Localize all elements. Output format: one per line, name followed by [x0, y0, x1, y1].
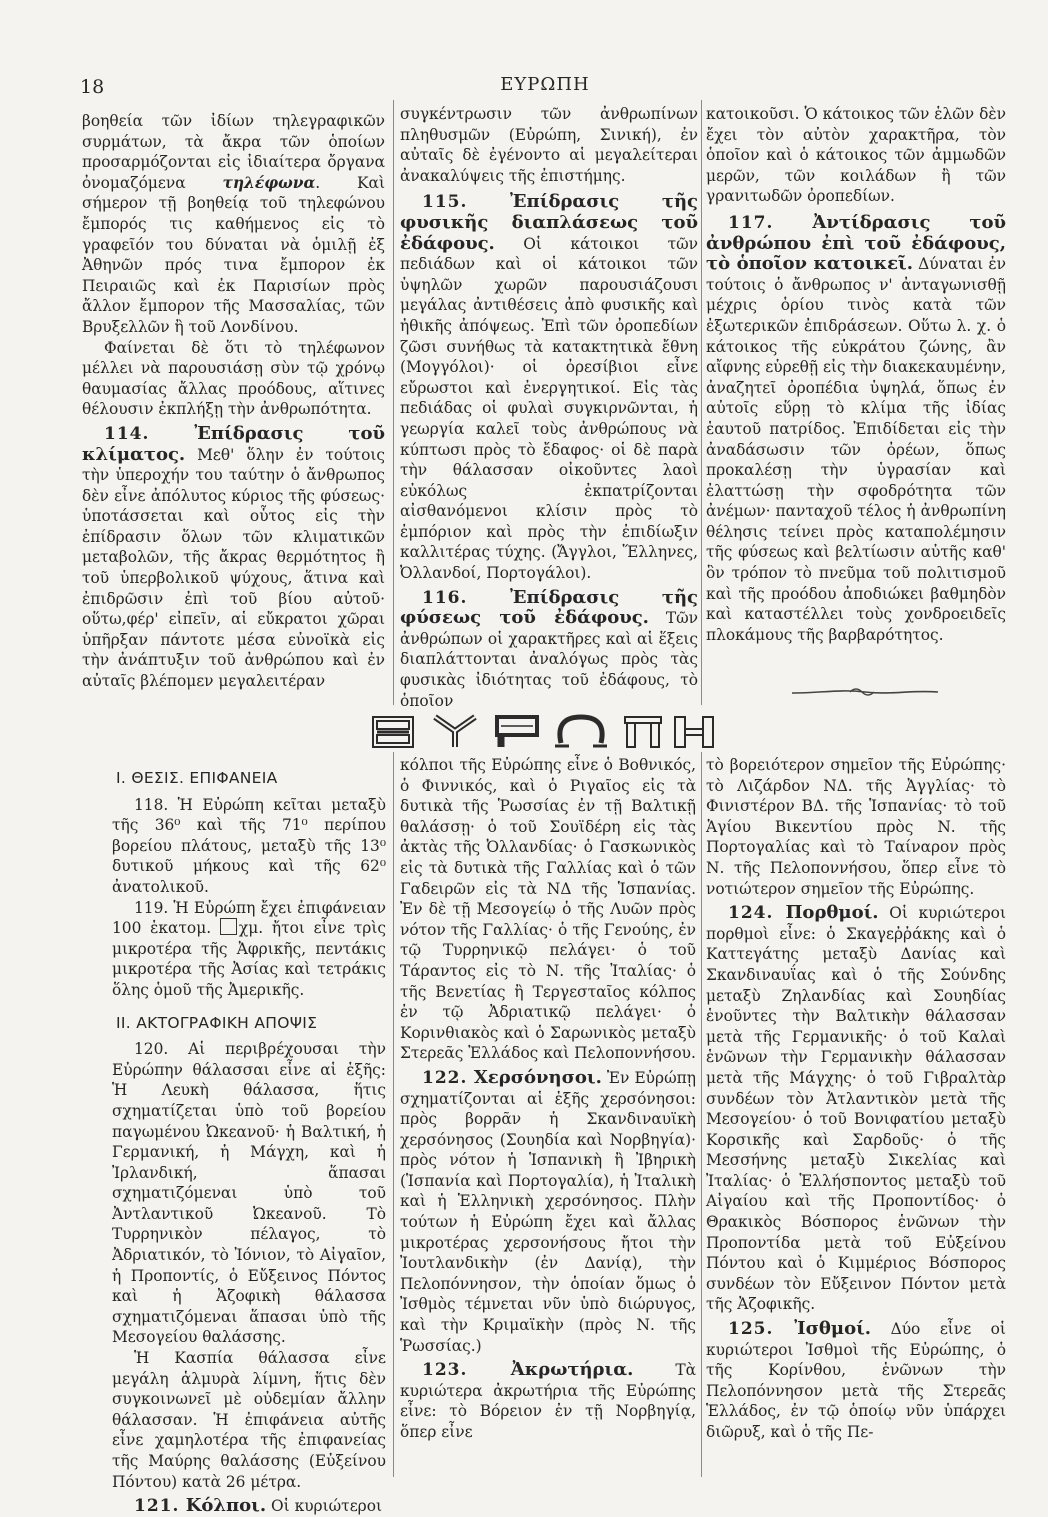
text: 119. Ἡ Εὐρώπη ἔχει ἐπιφάνειαν 100 ἑκατομ.: [112, 898, 386, 938]
paragraph: Φαίνεται δὲ ὅτι τὸ τηλέφωνον μέλλει νὰ παρουσιάσῃ σὺν τῷ χρόνῳ θαυμασίας ἄλλας προόδους, αἵτινες θέλουσιν ἐκπλήξῃ τὴν ἀνθρωπότητα.: [82, 338, 385, 419]
text: . Καὶ σήμερον τῇ βοηθείᾳ τοῦ τηλεφώνου ἔμπορός τις καθήμενος εἰς τὸ γραφεῖόν του δύναται νὰ ὁμιλῇ ἐξ Ἀθηνῶν πρός τινα ἔμπορον ἐκ Πειραιῶς καὶ ἐκ Παρισίων πρὸς ἄλλον ἔμπορον τῆς Μασσαλίας, τῶν Βρυξελλῶν ἢ τοῦ Λονδίνου.: [82, 173, 385, 336]
section-title: Ἐπίδρασις τοῦ κλίματος.: [82, 422, 385, 465]
square-icon: [220, 918, 237, 935]
text: χμ. ἤτοι εἶνε τρὶς μικροτέρα τῆς Ἀφρικῆς, πεντάκις μικροτέρα τῆς Ἀσίας καὶ τετράκις ὅλης ὁμοῦ τῆς Ἀμερικῆς.: [112, 919, 386, 999]
column-1: [82, 111, 385, 704]
section-heading: [134, 1495, 266, 1516]
section-title: Ἐπίδρασις τῆς φύσεως τοῦ ἐδάφους.: [400, 586, 698, 629]
section-text: Δύναται ἐν τούτοις ὁ ἄνθρωπος ν' ἀνταγωνισθῇ μέχρις ὁρίου τινὸς κατὰ τῶν ἐξωτερικῶν ἐπιδράσεων. Οὕτω λ. χ. ὁ κάτοικος τῆς εὐκράτου ζώνης, ἂν αἴφνης εὑρεθῇ εἰς τὴν διακεκαυμένην, ἀναζητεῖ ὀροπέδια ὑψηλά, ὅπως ἐν αὐτοῖς εὕρῃ τὸ κλίμα τῆς ἰδίας ἑαυτοῦ πατρίδος. Ἐπιδίδεται εἰς τὴν ἀναδάσωσιν τῶν ὀρέων, ὅπως προκαλέσῃ τὴν ὑγρασίαν καὶ ἐλαττώσῃ τὴν σφοδρότητα τῶν ἀνέμων· πανταχοῦ τέλος ἡ ἀνθρωπίνη θέλησις τείνει πρὸς καταπολέμησιν τῆς φύσεως καὶ βελτίωσιν αὐτῆς καθ' ὃν τρόπον τὸ πνεῦμα τοῦ πολιτισμοῦ καὶ τῆς προόδου ἀποδιώκει βαθμηδὸν καὶ καταστέλλει τοὺς χονδροειδεῖς πλοκάμους τῆς βαρβαρότητος.: [706, 255, 1006, 644]
section-title: Χερσόνησοι.: [473, 1066, 602, 1088]
column-divider: [393, 100, 394, 705]
section-title: Ἀκρωτήρια.: [510, 1359, 634, 1381]
section-number: 121.: [134, 1496, 180, 1517]
paragraph-caspian: Ἡ Κασπία θάλασσα εἶνε μεγάλη ἁλμυρὰ λίμνη, ἥτις δὲν συγκοινωνεῖ μὲ οὐδεμίαν ἄλλην θάλασσαν. Ἡ ἐπιφάνεια αὐτῆς εἶνε χαμηλοτέρα τῆς ἐπιφανείας τῆς Μαύρης θαλάσσης (Εὐξείνου Πόντου) κατὰ 26 μέτρα.: [112, 1349, 386, 1491]
section-heading: [400, 587, 698, 629]
paragraph: συγκέντρωσιν τῶν ἀνθρωπίνων πληθυσμῶν (Εὐρώπη, Σινική), ἐν αὐταῖς δὲ ἐγένοντο αἱ μεγαλείτεραι ἀνακαλύψεις τῆς ἐπιστήμης.: [400, 105, 698, 185]
section-text: Οἱ κάτοικοι τῶν πεδιάδων καὶ οἱ κάτοικοι τῶν ὑψηλῶν χωρῶν παρουσιάζουσι μεγάλας ἀντιθέσεις ἀπὸ φυσικῆς καὶ ἠθικῆς ἀπόψεως. Ἐπὶ τῶν ὀροπεδίων ζῶσι συνήθως τὰ κατακτητικὰ ἔθνη (Μογγόλοι)· οἱ ὀρεσίβιοι εἶνε εὔρωστοι καὶ ἐνεργητικοί. Εἰς τὰς πεδιάδας οἱ φυλαὶ συγκιρνῶνται, ἡ γεωργία καλεῖ τοὺς ἀνθρώπους νὰ κύπτωσι πρὸς τὸ ἔδαφος· οἱ δὲ παρὰ τὴν θάλασσαν οἰκοῦντες λαοὶ εὐκόλως ἐκπατρίζονται αἰσθανόμενοι κλίσιν πρὸς τὸ ἐμπόριον καὶ πρὸς τὴν ἐπιδίωξιν καλλιτέρας τύχης. (Ἄγγλοι, Ἕλληνες, Ὀλλανδοί, Πορτογάλοι).: [400, 234, 698, 583]
page-number: 18: [80, 76, 105, 98]
section-text: Τῶν ἀνθρώπων οἱ χαρακτῆρες καὶ αἱ ἕξεις διαπλάττονται ἀναλόγως πρὸς τὰς φυσικὰς ἰδιότητας τοῦ ἐδάφους, τὸ ὁποῖον: [400, 609, 698, 710]
section-121: [112, 1496, 386, 1517]
section-title: Ἐπίδρασις τῆς φυσικῆς διαπλάσεως τοῦ ἐδάφους.: [400, 191, 698, 254]
section-number: 115.: [422, 192, 468, 213]
column-divider: [701, 100, 702, 705]
running-title: ΕΥΡΩΠΗ: [500, 74, 590, 95]
section-text: Οἱ κυριώτεροι πορθμοὶ εἶνε: ὁ Σκαγεῤῥάκης καὶ ὁ Καττεγάτης μεταξὺ Δανίας καὶ Σκανδιναυΐας καὶ ὁ τῆς Σούνδης μεταξὺ Ζηλανδίας καὶ Σουηδίας ἑνοῦντες τὴν Βαλτικὴν θάλασσαν μετὰ τῆς Γερμανικῆς· ὁ τοῦ Καλαὶ ἑνῶνων τὴν Γερμανικὴν θάλασσαν μετὰ τῆς Μάγχης· ὁ τοῦ Γιβραλτὰρ συνδέων τὸν Ἀτλαντικὸν μετὰ τῆς Μεσογείου· ὁ τοῦ Βονιφατίου μεταξὺ Κορσικῆς καὶ Σαρδοῦς· ὁ τῆς Μεσσήνης μεταξὺ Σικελίας καὶ Ἰταλίας· ὁ Ἑλλήσποντος μεταξὺ τοῦ Αἰγαίου καὶ τῆς Προποντίδος· ὁ Θρακικὸς Βόσπορος ἑνῶνων τὴν Προποντίδα μετὰ τοῦ Εὐξείνου Πόντου καὶ ὁ Κιμμέριος Βόσπορος συνδέων τὸν Εὔξεινον Πόντον μετὰ τῆς Ἀζοφικῆς.: [706, 904, 1006, 1314]
section-116: [400, 588, 698, 712]
section-number: 125.: [728, 1319, 774, 1340]
section-124: [706, 903, 1006, 1315]
column-divider: [701, 752, 702, 1477]
column-6: [706, 755, 1006, 1475]
section-title: Ἀντίδρασις τοῦ ἀνθρώπου ἐπὶ τοῦ ἐδάφους, τὸ ὁποῖον κατοικεῖ.: [706, 211, 1006, 275]
section-text: Ἐν Εὐρώπῃ σχηματίζονται αἱ ἑξῆς χερσόνησοι: πρὸς βορρᾶν ἡ Σκανδιναυϊκὴ χερσόνησος (Σουηδία καὶ Νορβηγία)· πρὸς νότον ἡ Ἱσπανικὴ ἢ Ἰβηρικὴ (Ἱσπανία καὶ Πορτογαλία), ἡ Ἰταλικὴ καὶ ἡ Ἑλληνικὴ χερσόνησος. Πλὴν τούτων ἡ Εὐρώπη ἔχει καὶ ἄλλας μικροτέρας χερσονήσους ἤτοι τὴν Ἰουτλανδικὴν (ἐν Δανίᾳ), τὴν Πελοπόννησον, τὴν ὁποίαν ὅμως ὁ Ἰσθμὸς τέμνεται νῦν ὑπὸ διώρυγος, καὶ τὴν Κριμαϊκὴν (πρὸς Ν. τῆς Ῥωσσίας.): [400, 1068, 696, 1355]
section-heading: [728, 1318, 871, 1339]
emphasis-term: τηλέφωνα: [222, 173, 316, 192]
section-heading: [728, 902, 879, 923]
section-title: Κόλποι.: [185, 1495, 267, 1517]
paragraph: κόλποι τῆς Εὐρώπης εἶνε ὁ Βοθνικός, ὁ Φιννικός, καὶ ὁ Ριγαῖος εἰς τὰ δυτικὰ τῆς Ῥωσσίας ἐν τῇ Βαλτικῇ θαλάσσῃ· ὁ τοῦ Σουϊδέρη εἰς τὰς ἀκτὰς τῆς Ὀλλανδίας· ὁ Γασκωνικὸς εἰς τὰ δυτικὰ τῆς Γαλλίας καὶ ὁ τῶν Γαδειρῶν εἰς τὰ ΝΔ τῆς Ἱσπανίας. Ἐν δὲ τῇ Μεσογείῳ ὁ τῆς Λυῶν πρὸς νότον τῆς Γαλλίας· ὁ τῆς Γενούης, ἐν τῷ Τυρρηνικῷ πελάγει· ὁ τοῦ Τάραντος εἰς τὸ Ν. τῆς Ἰταλίας· ὁ τῆς Βενετίας ἢ Τεργεσταῖος κόλπος ἐν τῷ Ἀδριατικῷ πελάγει· ὁ Κορινθιακὸς καὶ ὁ Σαρωνικὸς μεταξὺ Στερεᾶς Ἑλλάδος καὶ Πελοποννήσου.: [400, 756, 696, 1063]
paragraph: [82, 111, 385, 338]
section-text: Οἱ κυριώτεροι: [271, 1497, 383, 1516]
section-number: 122.: [422, 1067, 468, 1088]
section-number: 114.: [104, 423, 150, 444]
chapter-title-lettering: [369, 713, 719, 751]
column-divider: [393, 752, 394, 1477]
section-title: Ἰσθμοί.: [794, 1318, 872, 1340]
paragraph-119: [112, 898, 386, 1001]
paragraph-120: 120. Αἱ περιβρέχουσαι τὴν Εὐρώπην θάλασσαι εἶνε αἱ ἑξῆς: Ἡ Λευκὴ θάλασσα, ἥτις σχηματίζεται ὑπὸ τοῦ βορείου παγωμένου Ὠκεανοῦ· ἡ Βαλτική, ἡ Γερμανική, ἡ Μάγχη, καὶ ἡ Ἰρλανδική, ἅπασαι σχηματιζόμεναι ὑπὸ τοῦ Ἀντλαντικοῦ Ὠκεανοῦ. Τὸ Τυρρηνικὸν πέλαγος, τὸ Ἀδριατικόν, τὸ Ἰόνιον, τὸ Αἰγαῖον, ἡ Προποντίς, ὁ Εὔξεινος Πόντος καὶ ἡ Ἀζοφικὴ θάλασσα σχηματιζόμεναι ἅπασαι ὑπὸ τῆς Μεσογείου θαλάσσης.: [112, 1040, 386, 1347]
section-text: Μεθ' ὅλην ἐν τούτοις τὴν ὑπεροχήν του ταύτην ὁ ἄνθρωπος δὲν εἶνε ἀπόλυτος κύριος τῆς φύσεως· ὑποτάσσεται καὶ οὗτος εἰς τὴν ἐπίδρασιν ὅλων τῶν κλιματικῶν μεταβολῶν, τῆς ἄκρας θερμότητος ἢ τοῦ ὑπερβολικοῦ ψύχους, ἅτινα καὶ ἐπιδρῶσιν ἐπὶ τοῦ βίου αὐτοῦ· οὕτω,φέρ' εἰπεῖν, αἱ εὔκρατοι χῶραι ὑπῆρξαν πάντοτε μέσα εὐνοϊκὰ εἰς τὴν ἀνάπτυξιν τοῦ ἀνθρώπου καὶ ἐν αὐταῖς βλέπομεν μεγαλειτέραν: [82, 445, 385, 691]
section-number: 123.: [422, 1360, 468, 1381]
section-122: [400, 1068, 696, 1356]
flourish-ornament-icon: [790, 686, 940, 698]
running-header: [80, 70, 1010, 100]
paragraph: κατοικοῦσι. Ὁ κάτοικος τῶν ἑλῶν δὲν ἔχει τὸν αὐτὸν χαρακτῆρα, τὸν ὁποῖον καὶ ὁ κάτοικος τῶν ἀμμωδῶν μερῶν, τῶν κοιλάδων ἢ τῶν γρανιτωδῶν ὀροπεδίων.: [706, 105, 1006, 206]
section-123: [400, 1360, 696, 1442]
paragraph: τὸ βορειότερον σημεῖον τῆς Εὐρώπης· τὸ Λιζάρδον ΝΔ. τῆς Ἀγγλίας· τὸ Φινιστέρον ΒΔ. τῆς Ἱσπανίας· τὸ τοῦ Ἁγίου Βικεντίου πρὸς Ν. τῆς Πορτογαλίας καὶ τὸ Ταίναρον πρὸς Ν. τῆς Πελοποννήσου, ὅπερ εἶνε τὸ νοτιώτερον σημεῖον τῆς Εὐρώπης.: [706, 756, 1006, 898]
column-5: [400, 755, 696, 1475]
section-heading-position: I. ΘΕΣΙΣ. ΕΠΙΦΑΝΕΙΑ: [116, 769, 278, 787]
column-2: [400, 104, 698, 710]
section-number: 116.: [422, 587, 468, 608]
paragraph-118: 118. Ἡ Εὐρώπη κεῖται μεταξὺ τῆς 36⁰ καὶ τῆς 71⁰ περίπου βορείου πλάτους, μεταξὺ τῆς 13⁰ δυτικοῦ μήκους καὶ τῆς 62⁰ ἀνατολικοῦ.: [112, 795, 386, 896]
section-heading: [422, 1359, 633, 1380]
section-text: Δύο εἶνε οἱ κυριώτεροι Ἰσθμοὶ τῆς Εὐρώπης, ὁ τῆς Κορίνθου, ἑνῶνων τὴν Πελοπόννησον μετὰ τῆς Στερεᾶς Ἑλλάδος, ἐν τῷ ὁποίῳ νῦν ὑπάρχει διῶρυξ, καὶ ὁ τῆς Πε-: [706, 1320, 1006, 1441]
chapter-title: [369, 713, 719, 751]
section-115: [400, 192, 698, 583]
section-117: [706, 213, 1006, 645]
section-number: 117.: [728, 212, 774, 233]
section-number: 124.: [728, 903, 774, 924]
section-heading: [422, 1067, 602, 1088]
section-125: [706, 1319, 1006, 1443]
column-3: [706, 104, 1006, 704]
section-114: [82, 424, 385, 692]
column-4: [112, 764, 386, 1517]
section-title: Πορθμοί.: [785, 902, 879, 924]
text: βοηθεία τῶν ἰδίων τηλεγραφικῶν συρμάτων, τὰ ἄκρα τῶν ὁποίων προσαρμόζονται εἰς ἰδιαίτερα ὄργανα ὀνομαζόμενα: [82, 112, 385, 192]
section-heading-coast: II. ΑΚΤΟΓΡΑΦΙΚΗ ΑΠΟΨΙΣ: [116, 1013, 318, 1032]
section-text: Τὰ κυριώτερα ἀκρωτήρια τῆς Εὐρώπης εἶνε: τὸ Βόρειον ἐν τῇ Νορβηγίᾳ, ὅπερ εἶνε: [400, 1361, 696, 1441]
